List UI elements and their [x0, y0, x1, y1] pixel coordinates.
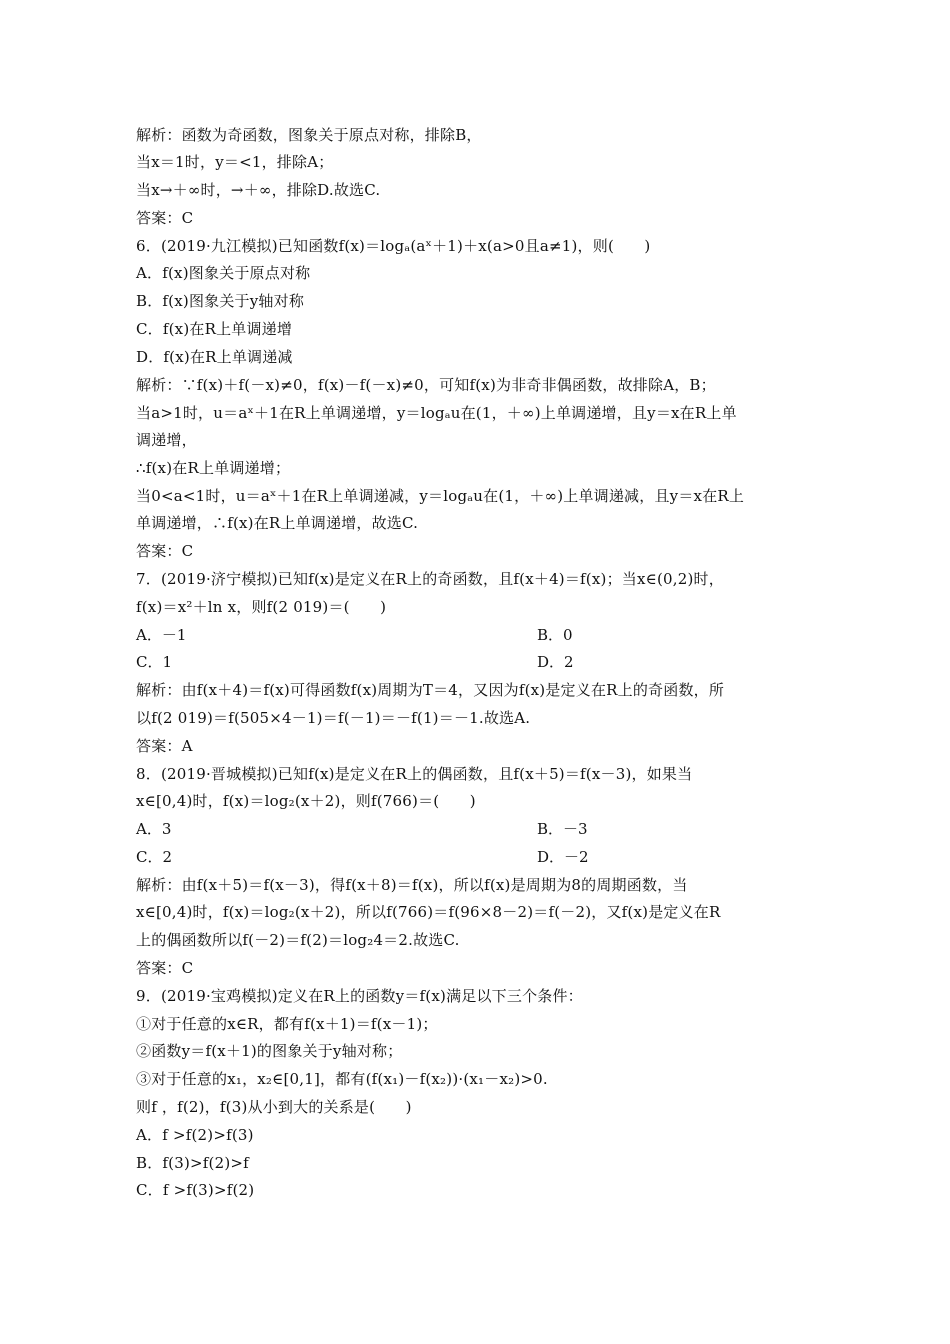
text-line: 解析：由f(x＋4)＝f(x)可得函数f(x)周期为T＝4，又因为f(x)是定义在R上的奇函数，所: [136, 681, 725, 699]
text-line: 8．(2019·晋城模拟)已知f(x)是定义在R上的偶函数，且f(x＋5)＝f(x－3)，如果当: [136, 765, 693, 783]
text-line: 7．(2019·济宁模拟)已知f(x)是定义在R上的奇函数，且f(x＋4)＝f(x)；当x∈(0,2)时，: [136, 570, 724, 588]
text-line: C．f(x)在R上单调递增: [136, 320, 293, 338]
text-line: 以f(2 019)＝f(505×4－1)＝f(－1)＝－f(1)＝－1.故选A.: [136, 709, 531, 727]
text-line: 答案：C: [136, 209, 194, 227]
text-line: 解析：∵f(x)＋f(－x)≠0，f(x)－f(－x)≠0，可知f(x)为非奇非偶函数，故排除A，B；: [136, 376, 716, 394]
choice-option: C．2: [136, 848, 173, 866]
text-line: ∴f(x)在R上单调递增；: [136, 459, 291, 477]
text-line: 答案：C: [136, 959, 194, 977]
text-line: 上的偶函数所以f(－2)＝f(2)＝log₂4＝2.故选C.: [136, 931, 460, 949]
text-line: x∈[0,4)时，f(x)＝log₂(x＋2)，则f(766)＝( ): [136, 792, 476, 810]
text-line: 答案：C: [136, 542, 194, 560]
choice-option: D．－2: [537, 848, 589, 866]
text-line: f(x)＝x²＋ln x，则f(2 019)＝( ): [136, 598, 387, 616]
text-line: ①对于任意的x∈R，都有f(x＋1)＝f(x－1)；: [136, 1015, 438, 1033]
choice-option: C．1: [136, 653, 173, 671]
text-line: ③对于任意的x₁，x₂∈[0,1]，都有(f(x₁)－f(x₂))·(x₁－x₂)>0.: [136, 1070, 548, 1088]
text-line: 解析：由f(x＋5)＝f(x－3)，得f(x＋8)＝f(x)，所以f(x)是周期为8的周期函数，当: [136, 876, 688, 894]
text-line: A．f >f(2)>f(3): [136, 1126, 254, 1144]
text-line: ②函数y＝f(x＋1)的图象关于y轴对称；: [136, 1042, 403, 1060]
text-line: D．f(x)在R上单调递减: [136, 348, 293, 366]
text-line: B．f(3)>f(2)>f: [136, 1154, 249, 1172]
text-line: 当0<a<1时，u＝aˣ＋1在R上单调递减，y＝logₐu在(1，＋∞)上单调递减，且y＝x在R上: [136, 487, 745, 505]
text-line: 9．(2019·宝鸡模拟)定义在R上的函数y＝f(x)满足以下三个条件：: [136, 987, 583, 1005]
choice-option: A．－1: [136, 626, 187, 644]
text-line: 解析：函数为奇函数，图象关于原点对称，排除B，: [136, 126, 482, 144]
choice-option: D．2: [537, 653, 574, 671]
text-line: 6．(2019·九江模拟)已知函数f(x)＝logₐ(aˣ＋1)＋x(a>0且a≠1)，则( ): [136, 237, 651, 255]
text-line: 单调递增，∴f(x)在R上单调递增，故选C.: [136, 514, 419, 532]
text-line: C．f >f(3)>f(2): [136, 1181, 255, 1199]
text-line: 当a>1时，u＝aˣ＋1在R上单调递增，y＝logₐu在(1，＋∞)上单调递增，且y＝x在R上单: [136, 404, 737, 422]
text-line: x∈[0,4)时，f(x)＝log₂(x＋2)，所以f(766)＝f(96×8－2)＝f(－2)，又f(x)是定义在R: [136, 903, 721, 921]
text-line: 调递增，: [136, 431, 197, 449]
text-line: A．f(x)图象关于原点对称: [136, 264, 311, 282]
choice-option: B．－3: [537, 820, 588, 838]
text-line: 当x→＋∞时，→＋∞，排除D.故选C.: [136, 181, 381, 199]
text-line: 当x＝1时，y＝<1，排除A；: [136, 153, 334, 171]
text-line: 答案：A: [136, 737, 193, 755]
choice-option: A．3: [136, 820, 172, 838]
text-line: 则f ，f(2)，f(3)从小到大的关系是( ): [136, 1098, 412, 1116]
choice-option: B．0: [537, 626, 573, 644]
text-line: B．f(x)图象关于y轴对称: [136, 292, 305, 310]
